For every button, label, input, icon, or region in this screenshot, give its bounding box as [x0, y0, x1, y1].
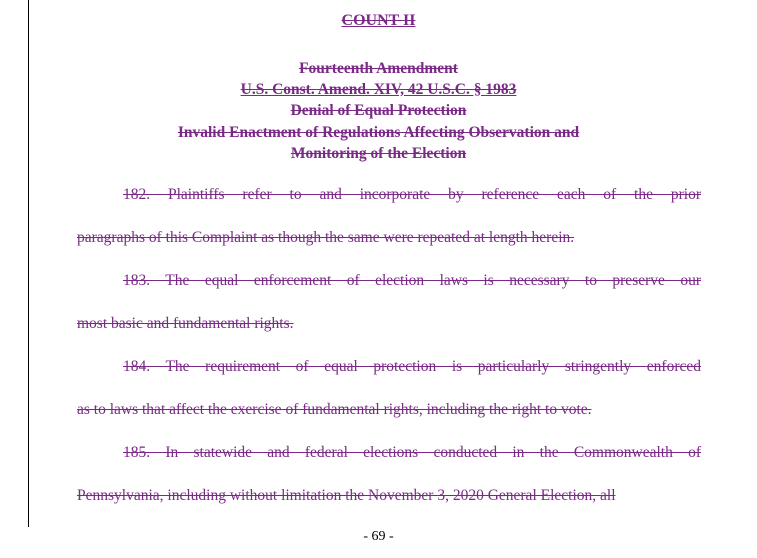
heading-statute: U.S. Const. Amend. XIV, 42 U.S.C. § 1983: [240, 81, 517, 98]
heading-amendment: Fourteenth Amendment: [299, 60, 458, 77]
paragraph-182-line-2: paragraphs of this Complaint as though the same were repeated at length herein.: [77, 229, 575, 246]
paragraph-185-line-2: Pennsylvania, including without limitation the November 3, 2020 General Election, all: [77, 487, 616, 504]
paragraph-184-line-2: as to laws that affect the exercise of fundamental rights, including the right to vote.: [77, 401, 592, 418]
paragraph-184-line-1: 184. The requirement of equal protection is particularly stringently enforced: [123, 358, 701, 375]
heading-invalid-enactment: Invalid Enactment of Regulations Affecting Observation and: [177, 124, 580, 141]
paragraph-182-line-1: 182. Plaintiffs refer to and incorporate by reference each of the prior: [123, 186, 701, 203]
count-title: COUNT II: [341, 12, 416, 29]
page-number: - 69 -: [363, 529, 394, 544]
paragraph-183-line-1: 183. The equal enforcement of election laws is necessary to preserve our: [123, 272, 701, 289]
paragraph-185-line-1: 185. In statewide and federal elections conducted in the Commonwealth of: [123, 444, 701, 461]
paragraph-183-line-2: most basic and fundamental rights.: [77, 315, 294, 332]
heading-equal-protection: Denial of Equal Protection: [290, 102, 467, 119]
heading-monitoring: Monitoring of the Election: [290, 145, 467, 162]
